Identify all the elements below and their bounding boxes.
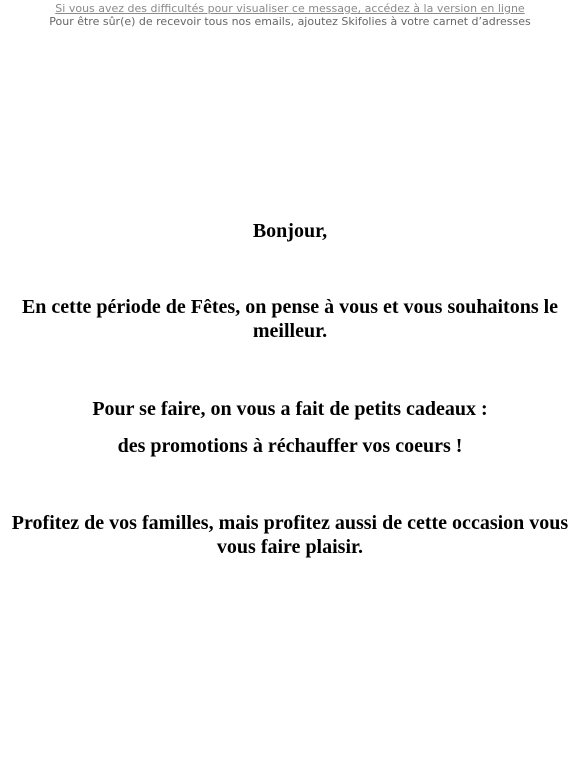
families-paragraph xyxy=(0,511,580,559)
families-line-1: Profitez de vos familles, mais profitez aussi de cette occasion vous xyxy=(11,512,569,534)
families-line-2: vous faire plaisir. xyxy=(216,536,364,558)
email-preheader xyxy=(0,2,580,28)
online-version-link[interactable]: Si vous avez des difficultés pour visualiser ce message, accédez à la version en ligne xyxy=(55,2,525,15)
greeting-text: Bonjour, xyxy=(252,220,328,242)
holiday-wishes-line-2: meilleur. xyxy=(252,320,328,342)
gifts-paragraph: Pour se faire, on vous a fait de petits cadeaux : xyxy=(92,398,488,420)
promotions-paragraph: des promotions à réchauffer vos coeurs ! xyxy=(117,435,463,457)
address-book-note: Pour être sûr(e) de recevoir tous nos emails, ajoutez Skifolies à votre carnet d’adresses xyxy=(49,15,531,28)
holiday-wishes-paragraph xyxy=(0,295,580,343)
holiday-wishes-line-1: En cette période de Fêtes, on pense à vous et vous souhaitons le xyxy=(21,296,559,318)
